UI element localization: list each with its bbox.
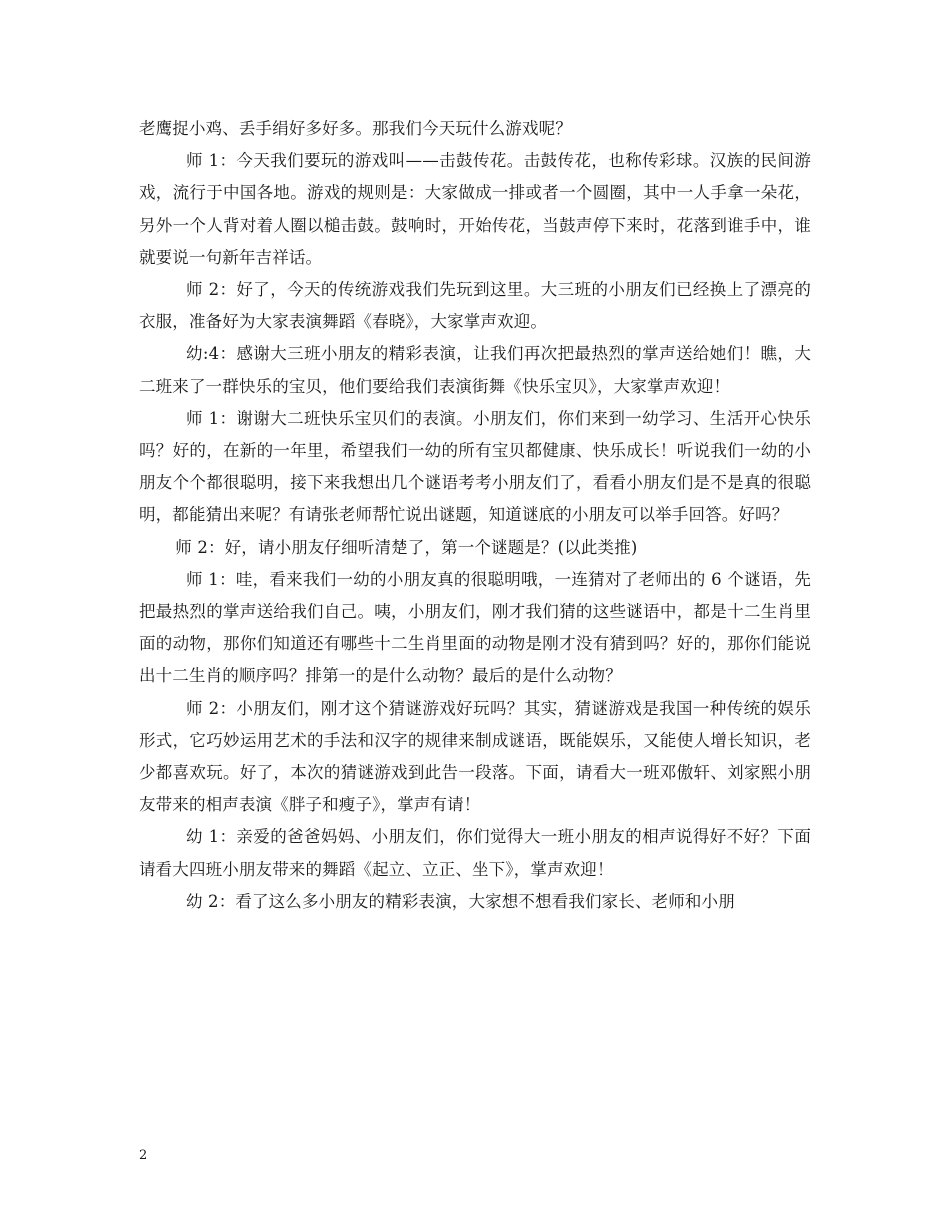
paragraph-teacher2-dance-intro: 师 2：好了，今天的传统游戏我们先玩到这里。大三班的小朋友们已经换上了漂亮的衣服，准备好为大家表演舞蹈《春晓》，大家掌声欢迎。 <box>139 280 811 332</box>
paragraph-teacher2-first-riddle: 师 2：好，请小朋友仔细听清楚了，第一个谜题是？(以此类推) <box>175 537 638 557</box>
paragraph-child4-thanks: 幼:4：感谢大三班小朋友的精彩表演，让我们再次把最热烈的掌声送给她们！瞧，大二班来了一群快乐的宝贝，他们要给我们表演街舞《快乐宝贝》，大家掌声欢迎！ <box>139 344 811 396</box>
paragraph-teacher1-zodiac: 师 1：哇，看来我们一幼的小朋友真的很聪明哦，一连猜对了老师出的 6 个谜语，先把最热烈的掌声送给我们自己。咦，小朋友们，刚才我们猜的这些谜语中，都是十二生肖里面的动物，那你们知道还有哪些十二生肖里面的动物是刚才没有猜到吗？好的，那你们能说出十二生肖的顺序吗？排第一的是什么动物？最后的是什么动物？ <box>139 569 811 686</box>
paragraph-child2-performance: 幼 2：看了这么多小朋友的精彩表演，大家想不想看我们家长、老师和小朋 <box>186 891 735 911</box>
page-number: 2 <box>139 1148 148 1163</box>
document-body <box>139 113 811 918</box>
paragraph-continuation: 老鹰捉小鸡、丢手绢好多好多。那我们今天玩什么游戏呢？ <box>139 119 572 138</box>
paragraph-teacher1-riddles: 师 1：谢谢大二班快乐宝贝们的表演。小朋友们，你们来到一幼学习、生活开心快乐吗？好的，在新的一年里，希望我们一幼的所有宝贝都健康、快乐成长！听说我们一幼的小朋友个个都很聪明，接下来我想出几个谜语考考小朋友们了，看看小朋友们是不是真的很聪明，都能猜出来呢？有请张老师帮忙说出谜题，知道谜底的小朋友可以举手回答。好吗？ <box>139 408 811 525</box>
paragraph-teacher1-game-intro: 师 1：今天我们要玩的游戏叫——击鼓传花。击鼓传花，也称传彩球。汉族的民间游戏，流行于中国各地。游戏的规则是：大家做成一排或者一个圆圈，其中一人手拿一朵花，另外一个人背对着人圈以槌击鼓。鼓响时，开始传花，当鼓声停下来时，花落到谁手中，谁就要说一句新年吉祥话。 <box>139 151 811 267</box>
paragraph-child1-dance: 幼 1：亲爱的爸爸妈妈、小朋友们，你们觉得大一班小朋友的相声说得好不好？下面请看大四班小朋友带来的舞蹈《起立、立正、坐下》，掌声欢迎！ <box>139 827 811 879</box>
paragraph-teacher2-crosstalk: 师 2：小朋友们，刚才这个猜谜游戏好玩吗？其实，猜谜游戏是我国一种传统的娱乐形式，它巧妙运用艺术的手法和汉字的规律来制成谜语，既能娱乐，又能使人增长知识，老少都喜欢玩。好了，本次的猜谜游戏到此告一段落。下面，请看大一班邓傲轩、刘家熙小朋友带来的相声表演《胖子和瘦子》，掌声有请！ <box>139 698 811 815</box>
